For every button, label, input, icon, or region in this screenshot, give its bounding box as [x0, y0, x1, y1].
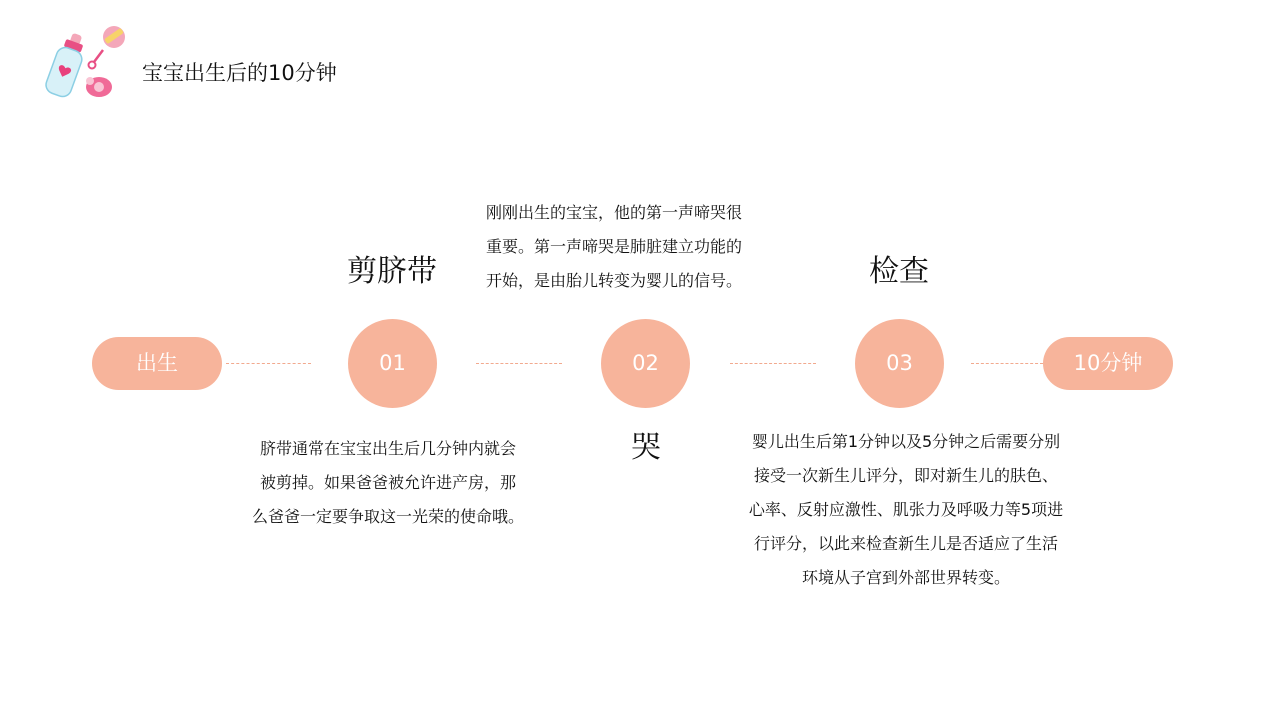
- rattle-icon: [89, 26, 126, 69]
- baby-bottle-icon: [44, 30, 90, 99]
- step-1-number: 01: [348, 319, 437, 408]
- step-2-description: [486, 196, 796, 298]
- step-1-title: 剪脐带: [347, 254, 437, 289]
- step-3-title: 检查: [869, 254, 929, 289]
- timeline-connector: [476, 363, 562, 364]
- timeline-start-label: 出生: [92, 337, 222, 390]
- step-3-number: 03: [855, 319, 944, 408]
- pacifier-icon: [86, 77, 112, 97]
- step-2-number: 02: [601, 319, 690, 408]
- step-3-description-line: 接受一次新生儿评分，即对新生儿的肤色、: [753, 466, 1058, 485]
- step-1-description-line: 脐带通常在宝宝出生后几分钟内就会: [259, 439, 516, 458]
- step-2-description-line: 刚刚出生的宝宝，他的第一声啼哭很: [486, 203, 743, 222]
- slide-title: 宝宝出生后的10分钟: [142, 61, 337, 85]
- step-2-title: 哭: [631, 430, 661, 465]
- step-1-description-line: 被剪掉。如果爸爸被允许进产房，那: [259, 473, 516, 492]
- step-3-description-line: 婴儿出生后第1分钟以及5分钟之后需要分别: [751, 432, 1061, 451]
- step-3-description: [716, 425, 1096, 595]
- timeline-connector: [971, 363, 1043, 364]
- step-1-description-line: 么爸爸一定要争取这一光荣的使命哦。: [251, 507, 524, 526]
- baby-items-decoration: [30, 20, 130, 105]
- timeline-end-label: 10分钟: [1043, 337, 1173, 390]
- step-3-description-line: 环境从子宫到外部世界转变。: [801, 568, 1010, 587]
- timeline-connector: [730, 363, 816, 364]
- step-2-description-line: 开始，是由胎儿转变为婴儿的信号。: [486, 271, 743, 290]
- step-2-description-line: 重要。第一声啼哭是肺脏建立功能的: [486, 237, 743, 256]
- step-1-description: [228, 432, 548, 534]
- step-3-description-line: 行评分，以此来检查新生儿是否适应了生活: [753, 534, 1058, 553]
- timeline-connector: [226, 363, 311, 364]
- step-3-description-line: 心率、反射应激性、肌张力及呼吸力等5项进: [748, 500, 1064, 519]
